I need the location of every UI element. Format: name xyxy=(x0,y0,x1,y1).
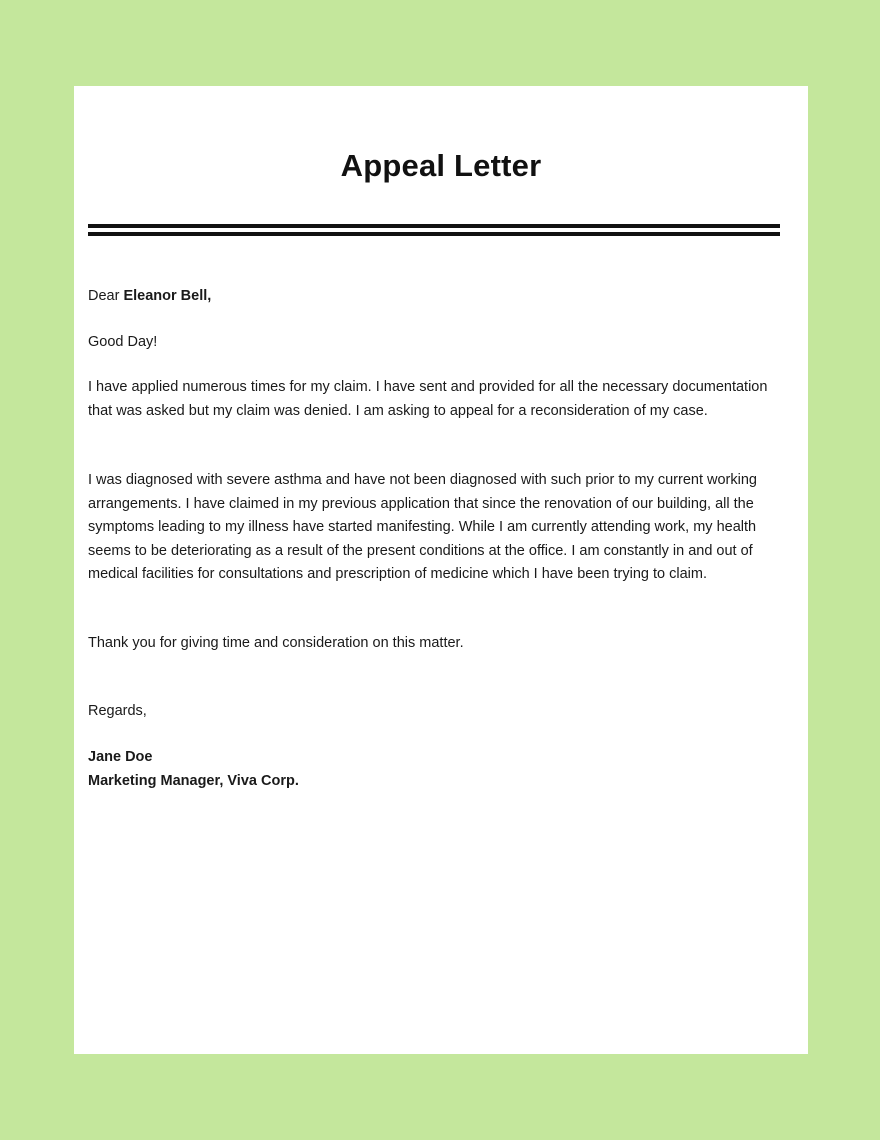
title-divider-top xyxy=(88,224,780,228)
sender-title: Marketing Manager, Viva Corp. xyxy=(88,772,299,789)
greeting: Good Day! xyxy=(88,334,158,350)
signature-block xyxy=(88,746,788,793)
salutation xyxy=(88,285,788,309)
sender-name: Jane Doe xyxy=(88,749,153,765)
paragraph-text: I have applied numerous times for my claim. I have sent and provided for all the necessary documentation that was asked but my claim was denied. I am asking to appeal for a reconsideration of my case. xyxy=(88,379,768,419)
salutation-prefix: Dear xyxy=(88,288,124,304)
title-divider-bottom xyxy=(88,232,780,236)
thanks-line: Thank you for giving time and consideration on this matter. xyxy=(88,635,464,651)
paragraph-diagnosis xyxy=(88,469,788,587)
letter-page xyxy=(74,86,808,1054)
closing: Regards, xyxy=(88,703,147,719)
letter-title: Appeal Letter xyxy=(340,148,542,183)
paragraph-text: I was diagnosed with severe asthma and have not been diagnosed with such prior to my current working arrangements. I have claimed in my previous application that since the renovation of our building, all the symptoms leading to my illness have started manifesting. While I am currently attending work, my health seems to be deteriorating as a result of the present conditions at the office. I am constantly in and out of medical facilities for consultations and prescription of medicine which I have been trying to claim. xyxy=(88,472,757,582)
recipient-name: Eleanor Bell, xyxy=(123,288,212,304)
paragraph-claim-appeal xyxy=(88,376,788,423)
